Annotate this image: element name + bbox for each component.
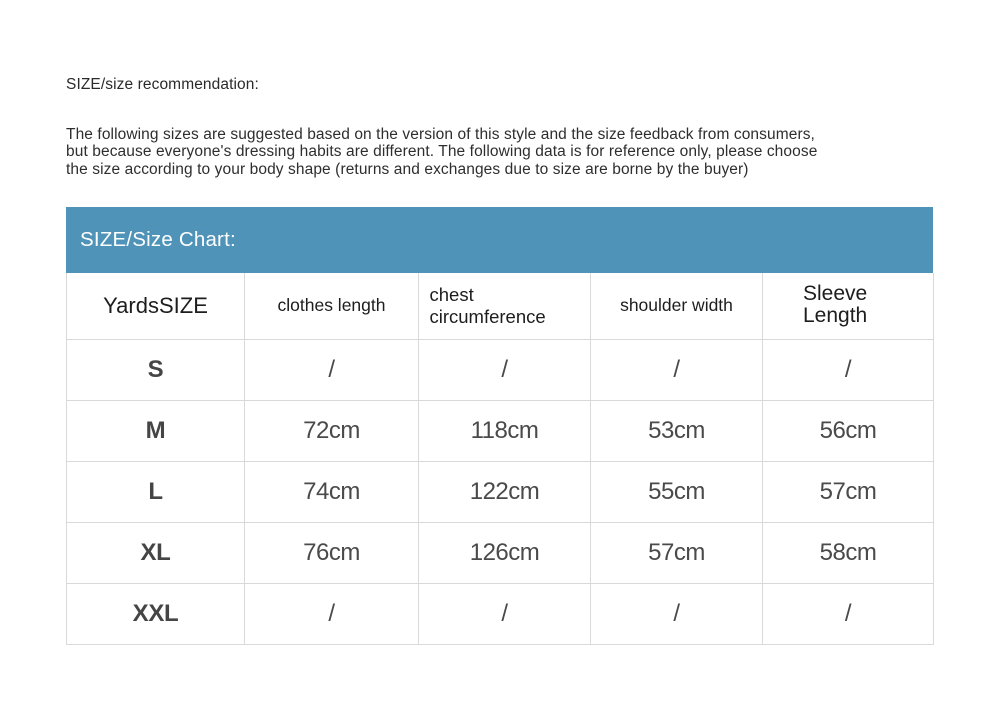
chest-circumference-cell: 126cm — [419, 522, 591, 583]
column-header-sleeve-length-label: Sleeve Length — [803, 282, 868, 328]
sleeve-length-cell: 56cm — [763, 400, 934, 461]
shoulder-width-cell: / — [591, 583, 763, 644]
size-cell: XXL — [67, 583, 245, 644]
section-title: SIZE/size recommendation: — [66, 76, 259, 93]
clothes-length-cell: 72cm — [245, 400, 419, 461]
clothes-length-cell: / — [245, 583, 419, 644]
column-header-shoulder-width: shoulder width — [591, 273, 763, 339]
shoulder-width-cell: / — [591, 339, 763, 400]
chest-circumference-cell: 122cm — [419, 461, 591, 522]
column-header-chest-circumference — [419, 273, 591, 339]
clothes-length-cell: 74cm — [245, 461, 419, 522]
table-row-l — [67, 461, 934, 522]
size-chart-title: SIZE/Size Chart: — [80, 228, 236, 252]
disclaimer-line: The following sizes are suggested based on the version of this style and the size feedback from consumers, — [66, 126, 815, 143]
clothes-length-cell: 76cm — [245, 522, 419, 583]
column-header-sleeve-length — [763, 273, 934, 339]
disclaimer-line: but because everyone's dressing habits are different. The following data is for reference only, please choose — [66, 143, 818, 161]
disclaimer-line: the size according to your body shape (returns and exchanges due to size are borne by the buyer) — [66, 160, 749, 178]
shoulder-width-cell: 57cm — [591, 522, 763, 583]
sleeve-length-cell: / — [763, 583, 934, 644]
column-header-chest-circumference-label: chest circumference — [429, 283, 546, 327]
size-cell: L — [67, 461, 245, 522]
size-cell: XL — [67, 522, 245, 583]
sleeve-length-cell: 58cm — [763, 522, 934, 583]
sleeve-length-cell: 57cm — [763, 461, 934, 522]
table-row-m — [67, 400, 934, 461]
sleeve-length-cell: / — [763, 339, 934, 400]
table-row-xxl — [67, 583, 934, 644]
size-chart-table — [66, 273, 934, 645]
chest-circumference-cell: / — [419, 339, 591, 400]
size-chart-header-bar — [66, 207, 933, 273]
size-cell: M — [67, 400, 245, 461]
size-disclaimer-paragraph — [66, 126, 933, 178]
table-row-s — [67, 339, 934, 400]
column-header-yards-size: YardsSIZE — [67, 273, 245, 339]
table-header-row — [67, 273, 934, 339]
size-cell: S — [67, 339, 245, 400]
shoulder-width-cell: 53cm — [591, 400, 763, 461]
column-header-clothes-length: clothes length — [245, 273, 419, 339]
chest-circumference-cell: 118cm — [419, 400, 591, 461]
clothes-length-cell: / — [245, 339, 419, 400]
shoulder-width-cell: 55cm — [591, 461, 763, 522]
table-row-xl — [67, 522, 934, 583]
chest-circumference-cell: / — [419, 583, 591, 644]
size-recommendation-section — [66, 0, 933, 645]
